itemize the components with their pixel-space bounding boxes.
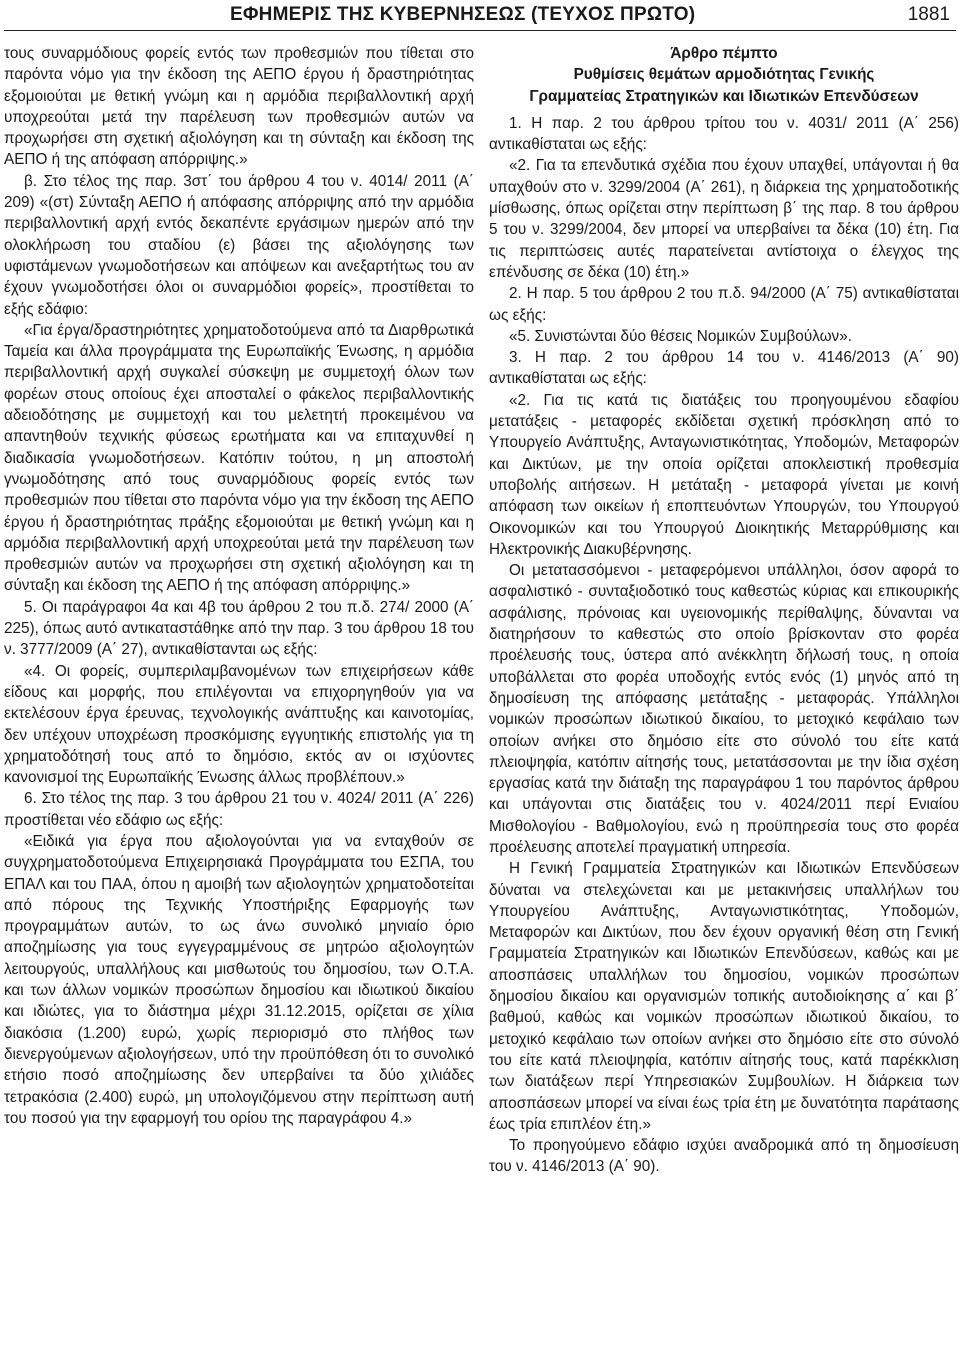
paragraph: τους συναρμόδιους φορείς εντός των προθεσμιών που τίθεται στο παρόντα νόμο για την έκδοση της ΑΕΠΟ έργου ή δραστηριότητας εξομοιούται με θετική γνώμη και η αρμόδια περιβαλλοντική αρχή υποχρεούται μετά την παρέλευση των προθεσμιών αυτών να προχωρήσει στη σχετική αξιολόγηση και τη σύνταξη και έκδοση της ΑΕΠΟ ή της απόφαση απόρριψης.» [4, 45, 474, 169]
paragraph: 3. Η παρ. 2 του άρθρου 14 του ν. 4146/2013 (Α΄ 90) αντικαθίσταται ως εξής: [489, 349, 959, 388]
paragraph: Οι μετατασσόμενοι - μεταφερόμενοι υπάλληλοι, όσον αφορά το ασφαλιστικό - συνταξιοδοτικό τους καθεστώς κύριας και επικουρικής ασφάλισης, πρόνοιας και υγειονομικής περίθαλψης, δύνανται να διατηρήσουν το καθεστώς στο οποίο βρίσκονταν στο φορέα προέλευσής τους, ύστερα από ανέκκλητη δήλωσή τους, η οποία υποβάλλεται στο φορέα υποδοχής εντός ενός (1) μηνός από τη δημοσίευση της απόφασης μετάταξης - μεταφοράς. Υπάλληλοι νομικών προσώπων ιδιωτικού δικαίου, το μετοχικό κεφάλαιο των οποίων ανήκει στο δημόσιο είτε στο σύνολό του είτε κατά πλειοψηφία, κατόπιν αίτησής τους, μετατάσσονται με την ίδια σχέση εργασίας κατά την διάταξη της παραγράφου 1 του παρόντος άρθρου και υπάγονται στις διατάξεις του ν. 4024/2011 περί Ενιαίου Μισθολογίου - Βαθμολογίου, ενώ η προϋπηρεσία τους στο φορέα προέλευσης αποτελεί πραγματική υπηρεσία. [489, 562, 959, 856]
right-column [489, 43, 959, 1178]
paragraph: 2. Η παρ. 5 του άρθρου 2 του π.δ. 94/2000 (Α΄ 75) αντικαθίσταται ως εξής: [489, 285, 959, 324]
paragraph: «5. Συνιστώνται δύο θέσεις Νομικών Συμβούλων». [509, 327, 852, 345]
paragraph: Η Γενική Γραμματεία Στρατηγικών και Ιδιωτικών Επενδύσεων δύναται να στελεχώνεται και με μετακινήσεις υπαλλήλων του Υπουργείου Ανάπτυξης, Ανταγωνιστικότητας, Υποδομών, Μεταφορών και Δικτύων, που δεν έχουν οργανική θέση στη Γενική Γραμματεία Στρατηγικών και Ιδιωτικών Επενδύσεων, καθώς και με αποσπάσεις υπαλλήλων του δημοσίου, νομικών προσώπων δημοσίου δικαίου και οργανισμών τοπικής αυτοδιοίκησης α΄ και β΄ βαθμού, καθώς και νομικών προσώπων ιδιωτικού δικαίου, το μετοχικό κεφάλαιο των οποίων ανήκει στο δημόσιο είτε στο σύνολό του είτε κατά πλειοψηφία, κατόπιν αίτησής τους, κατά παρέκκλιση των διατάξεων περί Υπηρεσιακών Συμβουλίων. Η διάρκεια των αποσπάσεων μπορεί να είναι έως τρία έτη με δυνατότητα παράτασης έως τρία επιπλέον έτη.» [489, 860, 959, 1133]
paragraph: «4. Οι φορείς, συμπεριλαμβανομένων των επιχειρήσεων κάθε είδους και μορφής, που επιλέγονται να επιχορηγηθούν για να εκτελέσουν έργα έρευνας, τεχνολογικής ανάπτυξης και καινοτομίας, δεν υπέχουν υποχρέωση προσκόμισης εγγυητικής επιστολής για τη χρηματοδότησή τους από το δημόσιο, εκτός αν οι ισχύοντες κανονισμοί της Ευρωπαϊκής Ένωσης άλλως προβλέπουν.» [4, 662, 474, 787]
paragraph: «Για έργα/δραστηριότητες χρηματοδοτούμενα από τα Διαρθρωτικά Ταμεία και άλλα προγράμματα της Ευρωπαϊκής Ένωσης, η αρμόδια περιβαλλοντική αρχή συγκαλεί σύσκεψη με συμμετοχή όλων των φορέων στους οποίους έχει αποσταλεί ο φάκελος περιβαλλοντικής αδειοδότησης με συμμετοχή και του μελετητή προκειμένου να απαντηθούν τεχνικής φύσεως ερωτήματα και να επιταχυνθεί η διαδικασία γνωμοδοτήσεων. Κατόπιν τούτου, η μη αποστολή γνωμοδότησης από τους συναρμόδιους φορείς εντός των προθεσμιών που τίθεται στο παρόντα νόμο για την έκδοση της ΑΕΠΟ έργου ή δραστηριότητας πράξης εξομοιούται με θετική γνώμη και η αρμόδια περιβαλλοντική αρχή υποχρεούται μετά την παρέλευση των προθεσμιών αυτών να προχωρήσει στη σχετική αξιολόγηση και τη σύνταξη και έκδοση της ΑΕΠΟ ή της απόφαση απόρριψης.» [4, 321, 474, 595]
paragraph: «2. Για τις κατά τις διατάξεις του προηγουμένου εδαφίου μετατάξεις - μεταφορές εκδίδεται σχετική πρόσκληση από το Υπουργείο Ανάπτυξης, Ανταγωνιστικότητας, Υποδομών, Μεταφορών και Δικτύων, με την οποία ορίζεται αποκλειστική προθεσμία υποβολής αιτήσεων. Η μετάταξη - μεταφορά γίνεται με κοινή απόφαση των οικείων ή εποπτευόντων Υπουργών, του Υπουργού Οικονομικών και του Υπουργού Διοικητικής Μεταρρύθμισης και Ηλεκτρονικής Διακυβέρνησης. [489, 391, 959, 558]
paragraph: Το προηγούμενο εδάφιο ισχύει αναδρομικά από τη δημοσίευση του ν. 4146/2013 (Α΄ 90). [489, 1137, 959, 1176]
page-number: 1881 [907, 4, 950, 25]
article-number-heading: Άρθρο πέμπτο [670, 45, 778, 62]
article-title-line: Ρυθμίσεις θεμάτων αρμοδιότητας Γενικής [573, 66, 875, 84]
paragraph: «Ειδικά για έργα που αξιολογούνται για να ενταχθούν σε συγχρηματοδοτούμενα Επιχειρησιακά Προγράμματα του ΕΣΠΑ, του ΕΠΑΛ και του ΠΑΑ, όπου η αμοιβή των αξιολογητών χρηματοδοτείται από πόρους της Τεχνικής Υποστήριξης Εφαρμογής των προγραμμάτων αυτών, το ως άνω συνολικό μηνιαίο όριο αποζημίωσης για τους εγγεγραμμένους σε μητρώο αξιολογητών λειτουργούς, υπαλλήλους και μισθωτούς του δημοσίου, των Ο.Τ.Α. και των άλλων νομικών προσώπων δημοσίου και ιδιωτικού δικαίου και ιδιώτες, για το διάστημα μέχρι 31.12.2015, ορίζεται σε χίλια διακόσια (1.200) ευρώ, χωρίς περιορισμό στο πλήθος των διενεργούμενων αξιολογήσεων, υπό την προϋπόθεση ότι το συνολικό ετήσιο ποσό αποζημίωσης δεν υπερβαίνει τα δύο χιλιάδες τετρακόσια (2.400) ευρώ, μη υπολογιζόμενου στην περίπτωση αυτή του ποσού για την εφαρμογή του ορίου της παραγράφου 4.» [4, 832, 474, 1127]
paragraph: «2. Για τα επενδυτικά σχέδια που έχουν υπαχθεί, υπάγονται ή θα υπαχθούν στο ν. 3299/2004 (Α΄ 261), η διάρκεια της χρηματοδοτικής μίσθωσης, όπως ορίζεται στην περίπτωση β΄ της παρ. 8 του άρθρου 5 του ν. 3299/2004, δεν μπορεί να υπερβαίνει τα δέκα (10) έτη. Για τις περιπτώσεις αυτές παρατείνεται αντίστοιχα ο έλεγχος της επένδυσης σε δέκα (10) έτη.» [489, 157, 959, 281]
left-column [4, 43, 474, 1129]
paragraph: 6. Στο τέλος της παρ. 3 του άρθρου 21 του ν. 4024/ 2011 (Α΄ 226) προστίθεται νέο εδάφιο ως εξής: [4, 790, 474, 829]
header-divider [4, 30, 956, 31]
paragraph: 1. Η παρ. 2 του άρθρου τρίτου του ν. 4031/ 2011 (Α΄ 256) αντικαθίσταται ως εξής: [489, 114, 959, 154]
paragraph: β. Στο τέλος της παρ. 3στ΄ του άρθρου 4 του ν. 4014/ 2011 (Α΄ 209) «(στ) Σύνταξη ΑΕΠΟ ή απόφασης απόρριψης από την αρμόδια περιβαλλοντική αρχή εντός δεκαπέντε εργάσιμων ημερών από την ολοκλήρωση του σταδίου (ε) βάσει της αξιολόγησης των υφιστάμενων γνωμοδοτήσεων και απόψεων και ανεξαρτήτως του αν έχουν γνωμοδοτήσει όλοι οι συναρμόδιοι φορείς», προστίθεται το εξής εδάφιο: [4, 172, 474, 318]
paragraph: 5. Οι παράγραφοι 4α και 4β του άρθρου 2 του π.δ. 274/ 2000 (Α΄ 225), όπως αυτό αντικαταστάθηκε από την παρ. 3 του άρθρου 18 του ν. 3777/2009 (Α΄ 27), αντικαθίστανται ως εξής: [4, 598, 474, 659]
page-header [0, 0, 960, 34]
gazette-title: ΕΦΗΜΕΡΙΣ ΤΗΣ ΚΥΒΕΡΝΗΣΕΩΣ (ΤΕΥΧΟΣ ΠΡΩΤΟ) [230, 4, 696, 25]
article-title-line: Γραμματείας Στρατηγικών και Ιδιωτικών Επενδύσεων [529, 87, 919, 105]
